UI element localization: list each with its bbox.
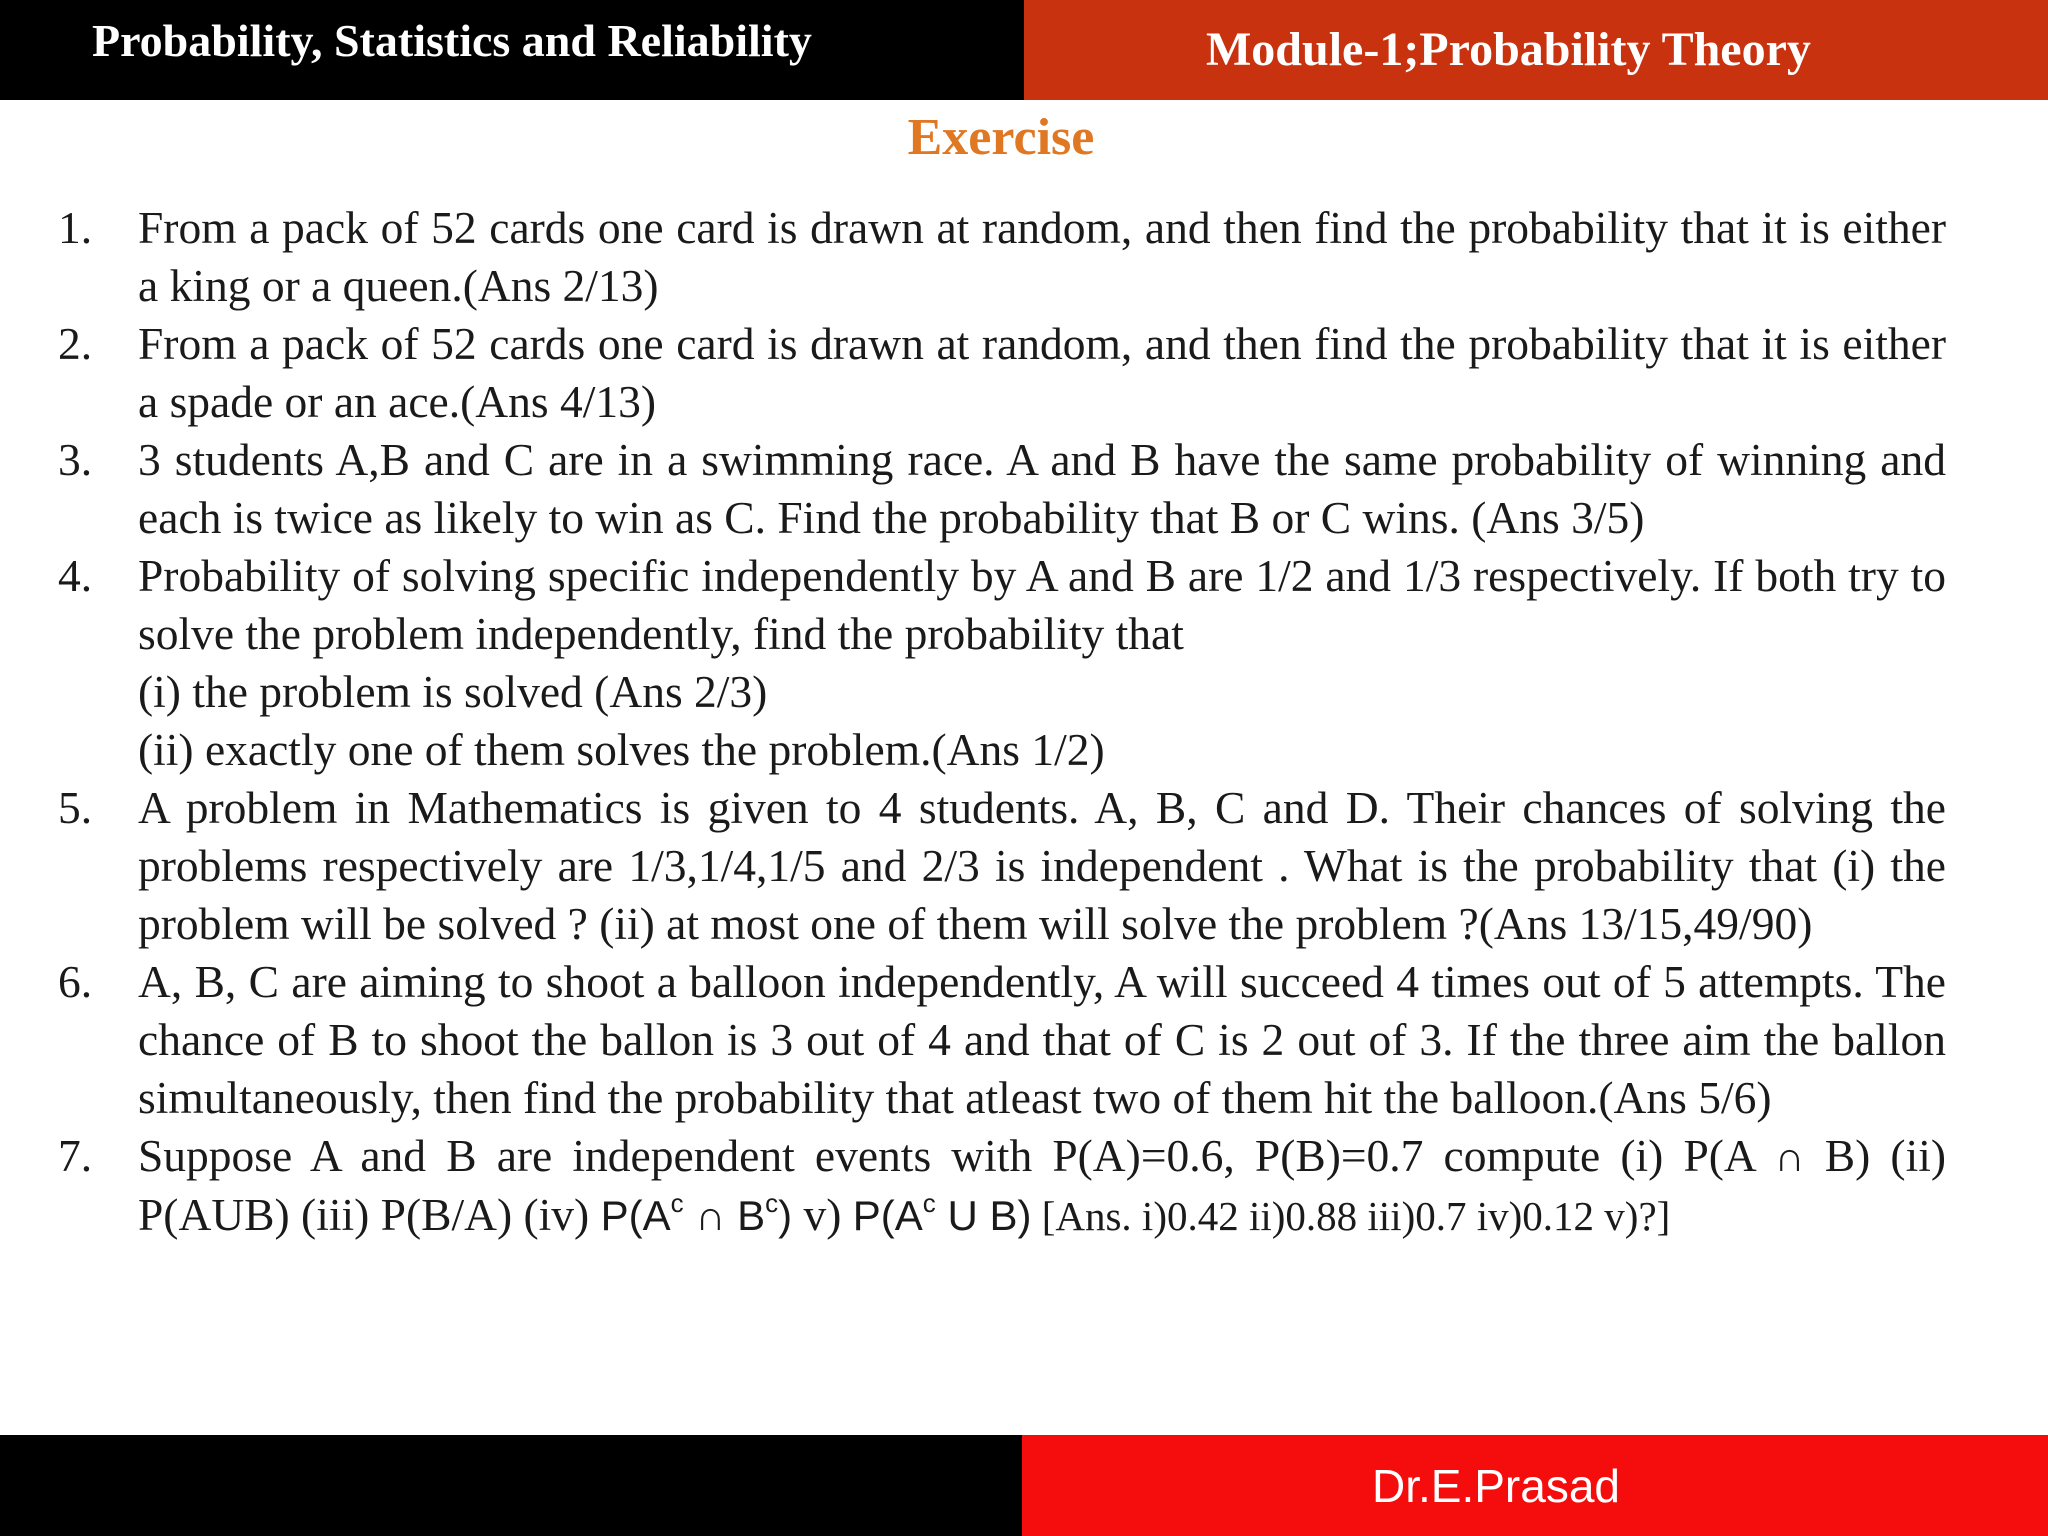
intersection-symbol: ∩ bbox=[1774, 1133, 1805, 1180]
exercise-text: A, B, C are aiming to shoot a balloon independently, A will succeed 4 times out of 5 attempts. The chance of B to shoot the ballon is 3 out of 4 and that of C is 2 out of 3. If the three aim the ballon simultaneously, then find the probability that atleast two of them hit the balloon.(Ans 5/6) bbox=[138, 956, 1946, 1123]
exercise-number: 4. bbox=[58, 550, 93, 601]
answer-text: [Ans. i)0.42 ii)0.88 iii)0.7 iv)0.12 v)?] bbox=[1031, 1193, 1671, 1239]
exercise-text-part: B) (ii) P(AUB) (iii) P(B/A) (iv) bbox=[138, 1130, 1947, 1240]
math-expression: P(A bbox=[600, 1192, 671, 1239]
exercise-number: 3. bbox=[58, 434, 93, 485]
exercise-item-1 bbox=[52, 199, 1946, 315]
exercise-item-5 bbox=[52, 779, 1946, 953]
complement-superscript: c bbox=[765, 1188, 779, 1218]
exercise-subpart-i: (i) the problem is solved (Ans 2/3) bbox=[138, 666, 768, 717]
exercise-text: A problem in Mathematics is given to 4 students. A, B, C and D. Their chances of solving the problems respectively are 1/3,1/4,1/5 and 2/3 is independent . What is the probability that (i) the problem will be solved ? (ii) at most one of them will solve the problem ?(Ans 13/15,49/90) bbox=[138, 782, 1946, 949]
complement-superscript: c bbox=[670, 1188, 684, 1218]
header-right-bar bbox=[1024, 0, 2048, 100]
exercise-text-part: Suppose A and B are independent events with P(A)=0.6, P(B)=0.7 compute (i) P(A bbox=[138, 1130, 1775, 1181]
exercise-text: Probability of solving specific independently by A and B are 1/2 and 1/3 respectively. If both try to solve the problem independently, find the probability that bbox=[138, 550, 1946, 659]
exercise-number: 1. bbox=[58, 202, 93, 253]
math-expression: ) bbox=[778, 1192, 793, 1239]
course-title: Probability, Statistics and Reliability bbox=[92, 15, 812, 66]
exercise-text: From a pack of 52 cards one card is drawn at random, and then find the probability that it is either a spade or an ace.(Ans 4/13) bbox=[138, 318, 1946, 427]
page-title: Exercise bbox=[907, 109, 1095, 166]
exercise-number: 6. bbox=[58, 956, 93, 1007]
exercise-text: 3 students A,B and C are in a swimming race. A and B have the same probability of winning and each is twice as likely to win as C. Find the probability that B or C wins. (Ans 3/5) bbox=[138, 434, 1946, 543]
exercise-text: From a pack of 52 cards one card is drawn at random, and then find the probability that it is either a king or a queen.(Ans 2/13) bbox=[138, 202, 1946, 311]
exercise-item-7 bbox=[52, 1127, 1946, 1245]
exercise-text-part: v) bbox=[792, 1189, 853, 1240]
exercise-text bbox=[138, 1127, 1946, 1245]
module-title: Module-1;Probability Theory bbox=[1206, 23, 1811, 76]
author-name: Dr.E.Prasad bbox=[1372, 1460, 1620, 1512]
exercise-item-2 bbox=[52, 315, 1946, 431]
exercise-item-3 bbox=[52, 431, 1946, 547]
footer-left-bar bbox=[0, 1435, 1022, 1536]
intersection-symbol: ∩ B bbox=[683, 1192, 766, 1239]
exercise-item-4 bbox=[52, 547, 1946, 779]
complement-superscript: c bbox=[922, 1188, 936, 1218]
exercise-item-6 bbox=[52, 953, 1946, 1127]
exercise-subpart-ii: (ii) exactly one of them solves the problem.(Ans 1/2) bbox=[138, 724, 1105, 775]
slide-footer bbox=[0, 1435, 2048, 1536]
exercise-list bbox=[52, 199, 1946, 1245]
math-expression: P(A bbox=[852, 1192, 923, 1239]
exercise-number: 7. bbox=[58, 1130, 93, 1181]
footer-right-bar bbox=[1022, 1435, 2048, 1536]
header-left-bar bbox=[0, 0, 1024, 100]
math-expression: U B) bbox=[935, 1192, 1032, 1239]
slide-header bbox=[0, 0, 2048, 100]
exercise-number: 5. bbox=[58, 782, 93, 833]
exercise-number: 2. bbox=[58, 318, 93, 369]
